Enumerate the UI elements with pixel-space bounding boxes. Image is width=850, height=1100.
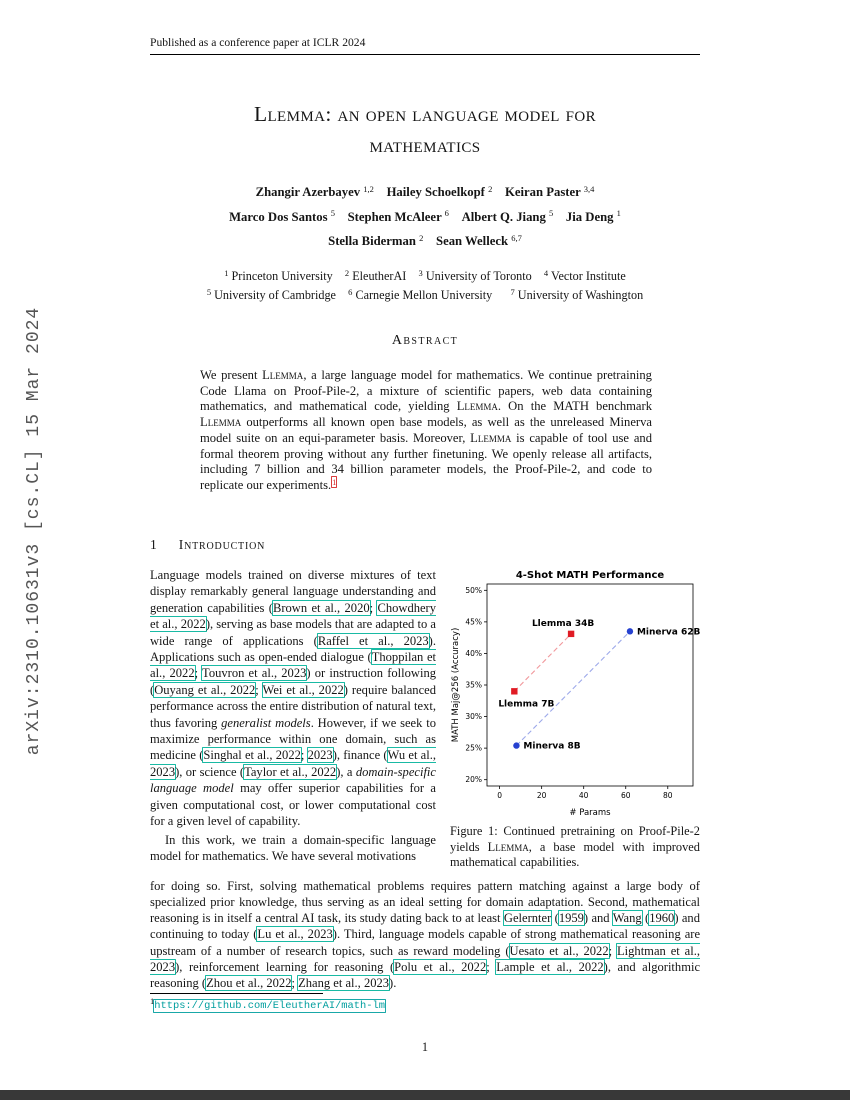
abstract-text xyxy=(200,368,652,495)
page-header: Published as a conference paper at ICLR 2024 xyxy=(150,36,366,49)
text-segment: , a large language model for mathematics. We continue pretraining Code Llama on Proof-Pile-2, a mixture of scientific papers, web data containing mathematics, and mathematical code, yielding xyxy=(200,368,652,414)
citation-link[interactable]: Lightman et al., 2023 xyxy=(150,943,700,974)
text-segment: Llemma xyxy=(456,399,498,414)
y-tick-label: 25% xyxy=(465,743,482,753)
text-segment: 4 xyxy=(543,267,549,278)
citation-link[interactable]: Ouyang et al., 2022 xyxy=(154,682,256,697)
citation-link[interactable]: Wei et al., 2022 xyxy=(262,682,344,697)
figure1-caption xyxy=(450,824,700,871)
chart-title: 4-Shot MATH Performance xyxy=(515,570,665,581)
citation-link[interactable]: Lample et al., 2022 xyxy=(496,959,604,974)
text-segment: ). Third, language models capable of strong mathematical reasoning are upstream of a number of research topics, such as reward modeling ( xyxy=(150,927,701,958)
affiliations-line-2 xyxy=(150,286,700,305)
text-segment: outperforms all known open base models, as well as the unreleased Minerva model suite on an equi-parameter basis. Moreover, xyxy=(200,415,652,445)
text-segment xyxy=(423,234,436,248)
text-segment xyxy=(492,185,505,199)
trend-line-llemma xyxy=(514,634,571,691)
text-segment: Keiran Paster xyxy=(505,185,584,199)
citation-link[interactable]: Gelernter xyxy=(503,911,552,926)
y-tick-label: 50% xyxy=(465,585,482,595)
text-segment: 2 xyxy=(344,267,350,278)
citation-link[interactable]: Singhal et al., 2022 xyxy=(203,748,301,763)
text-segment: ) and xyxy=(583,911,613,926)
intro-paragraph-3 xyxy=(150,878,700,991)
text-segment: ) require balanced performance across the entire distribution of natural text, thus favoring xyxy=(150,682,436,730)
citation-link[interactable]: 1959 xyxy=(558,911,584,926)
citation-link[interactable]: Zhou et al., 2022 xyxy=(206,976,292,990)
text-segment: ; xyxy=(255,682,263,697)
y-tick-label: 45% xyxy=(465,617,482,627)
x-tick-label: 0 xyxy=(497,791,503,800)
text-segment: Marco Dos Santos xyxy=(229,209,331,224)
text-segment: 3 xyxy=(418,267,423,278)
url-link[interactable]: https://github.com/EleutherAI/math-lm xyxy=(154,1000,385,1012)
text-segment: We present xyxy=(200,368,263,382)
authors-line-2 xyxy=(150,206,700,231)
text-segment: 2 xyxy=(419,232,424,243)
text-segment xyxy=(374,185,387,199)
text-segment: 1 xyxy=(224,267,229,278)
text-segment: Stella Biderman xyxy=(328,234,420,248)
text-segment: In this work, we train a domain-specific language model for mathematics. We have several motivations xyxy=(150,832,436,863)
text-segment: 3,4 xyxy=(583,183,595,194)
text-segment: generalist models xyxy=(221,715,311,730)
x-tick-label: 40 xyxy=(578,791,589,800)
text-segment: . However, if we seek to maximize performance within one domain, such as medicine ( xyxy=(150,715,436,763)
text-segment: ), reinforcement learning for reasoning ( xyxy=(175,959,395,974)
citation-link[interactable]: Uesato et al., 2022 xyxy=(509,943,609,958)
text-segment: Language models trained on diverse mixtures of text display remarkably general language understanding and generation capabilities ( xyxy=(150,568,436,615)
data-point-marker xyxy=(511,688,517,694)
section-number: 1 xyxy=(150,537,157,552)
text-segment: ) or instruction following ( xyxy=(150,666,437,697)
text-segment: 5 xyxy=(330,208,335,218)
text-segment xyxy=(335,210,348,224)
text-segment: . On the MATH benchmark xyxy=(497,399,652,414)
affiliations-line-1 xyxy=(150,267,700,286)
citation-link[interactable]: Wu et al., 2023 xyxy=(150,748,436,779)
page-number: 1 xyxy=(421,1040,429,1054)
text-segment: Jia Deng xyxy=(565,209,617,224)
text-segment: 6,7 xyxy=(511,232,522,243)
data-point-label: Minerva 8B xyxy=(523,741,581,752)
y-axis-label: MATH Maj@256 (Accuracy) xyxy=(451,627,461,743)
text-segment: 1 xyxy=(616,208,621,218)
data-point-label: Llemma 7B xyxy=(498,699,555,710)
footnote-ref[interactable]: 1 xyxy=(332,476,337,487)
x-tick-label: 20 xyxy=(536,791,547,800)
text-segment: 1 xyxy=(150,995,155,1006)
data-point-marker xyxy=(627,628,633,634)
text-segment: Llemma xyxy=(470,430,512,445)
data-point-label: Llemma 34B xyxy=(531,618,595,629)
text-segment: 6 xyxy=(444,208,449,218)
text-segment: ; xyxy=(300,748,308,763)
scatter-plot xyxy=(450,567,700,819)
text-segment: ; xyxy=(369,600,378,615)
figure1-chart xyxy=(450,567,700,819)
x-tick-label: 60 xyxy=(620,791,631,800)
text-segment: , a base model with improved mathematical capabilities. xyxy=(450,839,700,870)
section-heading-introduction xyxy=(150,537,265,553)
citation-link[interactable]: Raffel et al., 2023 xyxy=(317,633,429,648)
text-segment: 1,2 xyxy=(363,183,374,194)
text-segment: Llemma xyxy=(487,839,529,854)
citation-link[interactable]: Wang xyxy=(612,911,642,926)
citation-link[interactable]: Thoppilan et al., 2022 xyxy=(150,650,436,681)
intro-two-column-row xyxy=(150,567,700,871)
x-tick-label: 80 xyxy=(663,791,673,800)
text-segment: ). xyxy=(389,976,397,990)
text-segment: Llemma xyxy=(200,415,242,430)
citation-link[interactable]: Lu et al., 2023 xyxy=(257,927,333,942)
text-segment: ; xyxy=(608,943,617,958)
y-tick-label: 30% xyxy=(465,712,482,722)
y-tick-label: 35% xyxy=(465,680,482,690)
text-segment: Sean Welleck xyxy=(436,234,512,248)
intro-left-column xyxy=(150,567,436,871)
text-segment: domain-specific language model xyxy=(150,764,436,796)
text-segment: EleutherAI xyxy=(349,269,419,283)
text-segment: ), a xyxy=(336,764,356,779)
text-segment: is capable of tool use and formal theorem proving without any further finetuning. We openly release all artifacts, including 7 billion and 34 billion parameter models, the Proof-Pile-2, and code to replicate our experiments. xyxy=(200,430,652,492)
text-segment: Albert Q. Jiang xyxy=(461,209,549,224)
affiliations-block xyxy=(150,267,700,305)
citation-link[interactable]: 2023 xyxy=(307,748,333,763)
text-segment: for doing so. First, solving mathematical problems requires pattern matching against a large body of specialized prior knowledge, thus serving as an ideal setting for domain adaptation. Second, mathematical reasoning is in itself a central AI task, its study dating back to at least xyxy=(150,878,700,926)
text-segment: ; xyxy=(486,959,497,974)
arxiv-stamp: arXiv:2310.10631v3 [cs.CL] 15 Mar 2024 xyxy=(24,306,44,756)
paper-title xyxy=(150,99,700,161)
text-segment: ), finance ( xyxy=(332,748,388,763)
plot-border xyxy=(487,584,693,786)
paper-title-line1: Llemma: an open language model for xyxy=(253,102,597,126)
citation-link[interactable]: Zhang et al., 2023 xyxy=(298,976,390,990)
data-point-label: Minerva 62B xyxy=(636,627,700,638)
text-segment: ; xyxy=(194,666,203,681)
text-segment: may offer superior capabilities for a given computational cost, or lower computational cost for a given level of capability. xyxy=(150,781,436,829)
text-segment: Vector Institute xyxy=(548,269,626,283)
text-segment: 5 xyxy=(548,208,554,218)
text-segment: ( xyxy=(551,911,559,926)
citation-link[interactable]: Chowdhery et al., 2022 xyxy=(150,600,437,632)
figure1 xyxy=(450,567,700,871)
text-segment: Carnegie Mellon University xyxy=(352,288,511,302)
y-tick-label: 40% xyxy=(465,648,482,658)
data-point-marker xyxy=(568,631,574,637)
viewer-bottom-bar xyxy=(0,1090,850,1100)
citation-link[interactable]: 1960 xyxy=(649,911,675,926)
citation-link[interactable]: Polu et al., 2022 xyxy=(394,959,487,974)
text-segment: 7 xyxy=(510,286,515,297)
text-segment: Figure 1: Continued pretraining on Proof-Pile-2 yields xyxy=(450,824,700,854)
text-segment: ), and algorithmic reasoning ( xyxy=(150,959,701,990)
citation-link[interactable]: Brown et al., 2020 xyxy=(272,600,370,615)
text-segment: University of Cambridge xyxy=(211,288,349,302)
header-rule xyxy=(150,54,700,55)
text-segment xyxy=(449,210,462,224)
citation-link[interactable]: Taylor et al., 2022 xyxy=(244,764,337,779)
text-segment: Hailey Schoelkopf xyxy=(386,185,489,199)
footnote xyxy=(150,995,700,1012)
text-segment: Princeton University xyxy=(228,269,345,283)
text-segment: ), or science ( xyxy=(175,764,245,779)
citation-link[interactable]: Touvron et al., 2023 xyxy=(202,666,307,681)
authors-block xyxy=(150,181,700,255)
text-segment: ; xyxy=(291,976,299,990)
text-segment: 5 xyxy=(206,286,212,297)
introduction-body xyxy=(150,567,700,991)
intro-paragraph-2 xyxy=(150,832,436,865)
intro-paragraph-1 xyxy=(150,567,436,830)
text-segment: ). Applications such as open-ended dialogue ( xyxy=(150,633,436,665)
authors-line-1 xyxy=(150,181,700,206)
text-segment: 2 xyxy=(488,183,493,194)
abstract-heading: Abstract xyxy=(391,333,459,348)
section-title: Introduction xyxy=(178,537,266,552)
text-segment xyxy=(553,210,566,224)
text-segment: University of Washington xyxy=(514,288,644,302)
text-segment: Llemma xyxy=(262,368,304,382)
text-segment: University of Toronto xyxy=(422,269,544,283)
text-segment: ( xyxy=(641,911,650,926)
data-point-marker xyxy=(513,742,519,748)
text-segment: Zhangir Azerbayev xyxy=(255,185,364,199)
text-segment: 6 xyxy=(348,286,353,297)
y-tick-label: 20% xyxy=(465,775,482,785)
x-axis-label: # Params xyxy=(569,808,611,818)
authors-line-3 xyxy=(150,230,700,255)
text-segment: ), serving as base models that are adapted to a wide range of applications ( xyxy=(150,617,436,648)
trend-line-minerva xyxy=(516,631,630,745)
footnote-rule xyxy=(150,993,323,994)
text-segment: ) and continuing to today ( xyxy=(150,911,700,942)
paper-title-line2: mathematics xyxy=(369,133,481,157)
text-segment: Stephen McAleer xyxy=(347,209,445,224)
